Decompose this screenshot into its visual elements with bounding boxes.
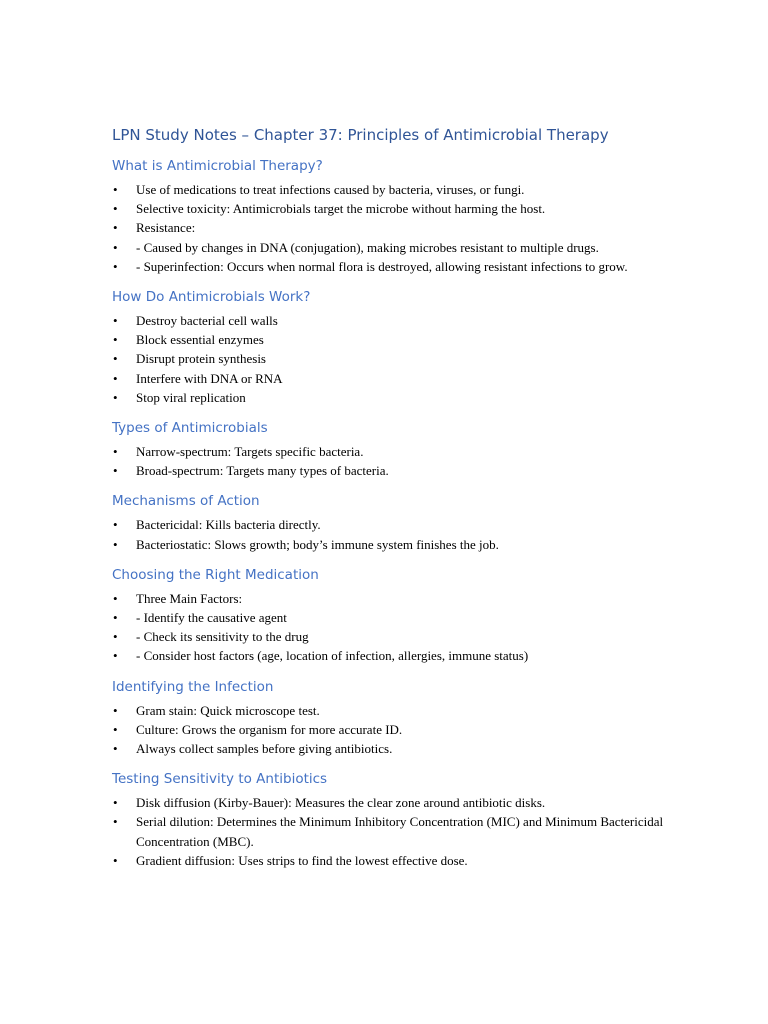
- section-heading: Choosing the Right Medication: [112, 566, 319, 583]
- bullet-icon: •: [113, 702, 118, 718]
- list-item-text: Use of medications to treat infections caused by bacteria, viruses, or fungi.: [136, 182, 525, 197]
- bullet-icon: •: [113, 721, 118, 737]
- list-item: [112, 180, 672, 199]
- bullet-list: [112, 793, 672, 870]
- section: [112, 677, 672, 759]
- list-item-text: Selective toxicity: Antimicrobials target the microbe without harming the host.: [136, 201, 546, 217]
- bullet-icon: •: [113, 220, 118, 236]
- bullet-icon: •: [113, 852, 118, 868]
- list-item: [112, 793, 672, 812]
- sections-container: [112, 156, 672, 870]
- list-item: [112, 349, 672, 368]
- section: [112, 491, 672, 553]
- list-item-text: Culture: Grows the organism for more accurate ID.: [136, 721, 403, 737]
- list-item-text: Interfere with DNA or RNA: [136, 370, 283, 386]
- list-item: [112, 388, 672, 407]
- bullet-icon: •: [113, 332, 118, 348]
- bullet-icon: •: [113, 182, 118, 197]
- list-item-text: Gradient diffusion: Uses strips to find the lowest effective dose.: [136, 852, 468, 868]
- document-page: [112, 124, 672, 881]
- list-item: [112, 812, 672, 850]
- list-item-text: Serial dilution: Determines the Minimum Inhibitory Concentration (MIC) and Minimum Bactericidal Concentration (MBC).: [136, 814, 664, 849]
- list-item-text: Disrupt protein synthesis: [136, 351, 266, 367]
- section: [112, 156, 672, 276]
- section-heading: What is Antimicrobial Therapy?: [112, 158, 323, 174]
- bullet-list: [112, 515, 672, 553]
- bullet-icon: •: [113, 239, 118, 255]
- bullet-icon: •: [113, 590, 118, 606]
- bullet-icon: •: [113, 795, 118, 811]
- list-item-text: - Check its sensitivity to the drug: [136, 629, 309, 645]
- section-heading: Identifying the Infection: [112, 678, 274, 695]
- list-item-text: Bactericidal: Kills bacteria directly.: [136, 517, 321, 533]
- list-item: [112, 199, 672, 218]
- section-heading: How Do Antimicrobials Work?: [112, 289, 311, 306]
- bullet-icon: •: [113, 351, 118, 367]
- list-item: [112, 608, 672, 627]
- list-item: [112, 461, 672, 480]
- section: [112, 565, 672, 666]
- bullet-icon: •: [113, 648, 118, 664]
- section-heading: Testing Sensitivity to Antibiotics: [112, 771, 328, 788]
- section: [112, 769, 672, 870]
- list-item: [112, 535, 672, 554]
- bullet-icon: •: [113, 370, 118, 386]
- list-item: [112, 739, 672, 758]
- bullet-icon: •: [113, 629, 118, 645]
- list-item-text: Broad-spectrum: Targets many types of bacteria.: [136, 463, 389, 479]
- list-item-text: Disk diffusion (Kirby-Bauer): Measures the clear zone around antibiotic disks.: [136, 795, 546, 811]
- list-item-text: Gram stain: Quick microscope test.: [136, 702, 320, 718]
- list-item-text: Block essential enzymes: [136, 332, 264, 348]
- bullet-list: [112, 311, 672, 407]
- list-item: [112, 589, 672, 608]
- list-item-text: - Superinfection: Occurs when normal flora is destroyed, allowing resistant infections to grow.: [136, 258, 628, 274]
- section-heading: Types of Antimicrobials: [112, 420, 268, 437]
- list-item: [112, 311, 672, 330]
- list-item-text: Stop viral replication: [136, 389, 246, 405]
- bullet-icon: •: [113, 463, 118, 479]
- list-item: [112, 369, 672, 388]
- bullet-icon: •: [113, 201, 118, 217]
- list-item: [112, 627, 672, 646]
- list-item: [112, 442, 672, 461]
- bullet-icon: •: [113, 389, 118, 405]
- list-item-text: Resistance:: [136, 220, 196, 236]
- list-item-text: - Consider host factors (age, location of infection, allergies, immune status): [136, 648, 529, 664]
- list-item: [112, 720, 672, 739]
- list-item: [112, 851, 672, 870]
- bullet-icon: •: [113, 536, 118, 552]
- list-item-text: - Identify the causative agent: [136, 610, 287, 626]
- list-item: [112, 515, 672, 534]
- list-item: [112, 646, 672, 665]
- list-item: [112, 218, 672, 237]
- list-item-text: Narrow-spectrum: Targets specific bacteria.: [136, 444, 364, 460]
- bullet-icon: •: [113, 313, 118, 329]
- bullet-icon: •: [113, 610, 118, 626]
- list-item: [112, 238, 672, 257]
- list-item: [112, 701, 672, 720]
- bullet-icon: •: [113, 517, 118, 533]
- section-heading: Mechanisms of Action: [112, 493, 260, 510]
- list-item-text: Always collect samples before giving antibiotics.: [136, 741, 393, 757]
- list-item-text: Bacteriostatic: Slows growth; body’s immune system finishes the job.: [136, 536, 499, 552]
- bullet-list: [112, 701, 672, 759]
- bullet-list: [112, 442, 672, 480]
- list-item: [112, 257, 672, 276]
- bullet-icon: •: [113, 814, 118, 830]
- section: [112, 287, 672, 407]
- bullet-list: [112, 589, 672, 666]
- bullet-icon: •: [113, 444, 118, 460]
- bullet-icon: •: [113, 258, 118, 274]
- list-item-text: - Caused by changes in DNA (conjugation), making microbes resistant to multiple drugs.: [136, 239, 599, 255]
- document-title: LPN Study Notes – Chapter 37: Principles of Antimicrobial Therapy: [112, 126, 609, 144]
- list-item-text: Destroy bacterial cell walls: [136, 313, 278, 329]
- bullet-list: [112, 180, 672, 276]
- bullet-icon: •: [113, 741, 118, 757]
- section: [112, 418, 672, 480]
- list-item: [112, 330, 672, 349]
- list-item-text: Three Main Factors:: [136, 590, 243, 606]
